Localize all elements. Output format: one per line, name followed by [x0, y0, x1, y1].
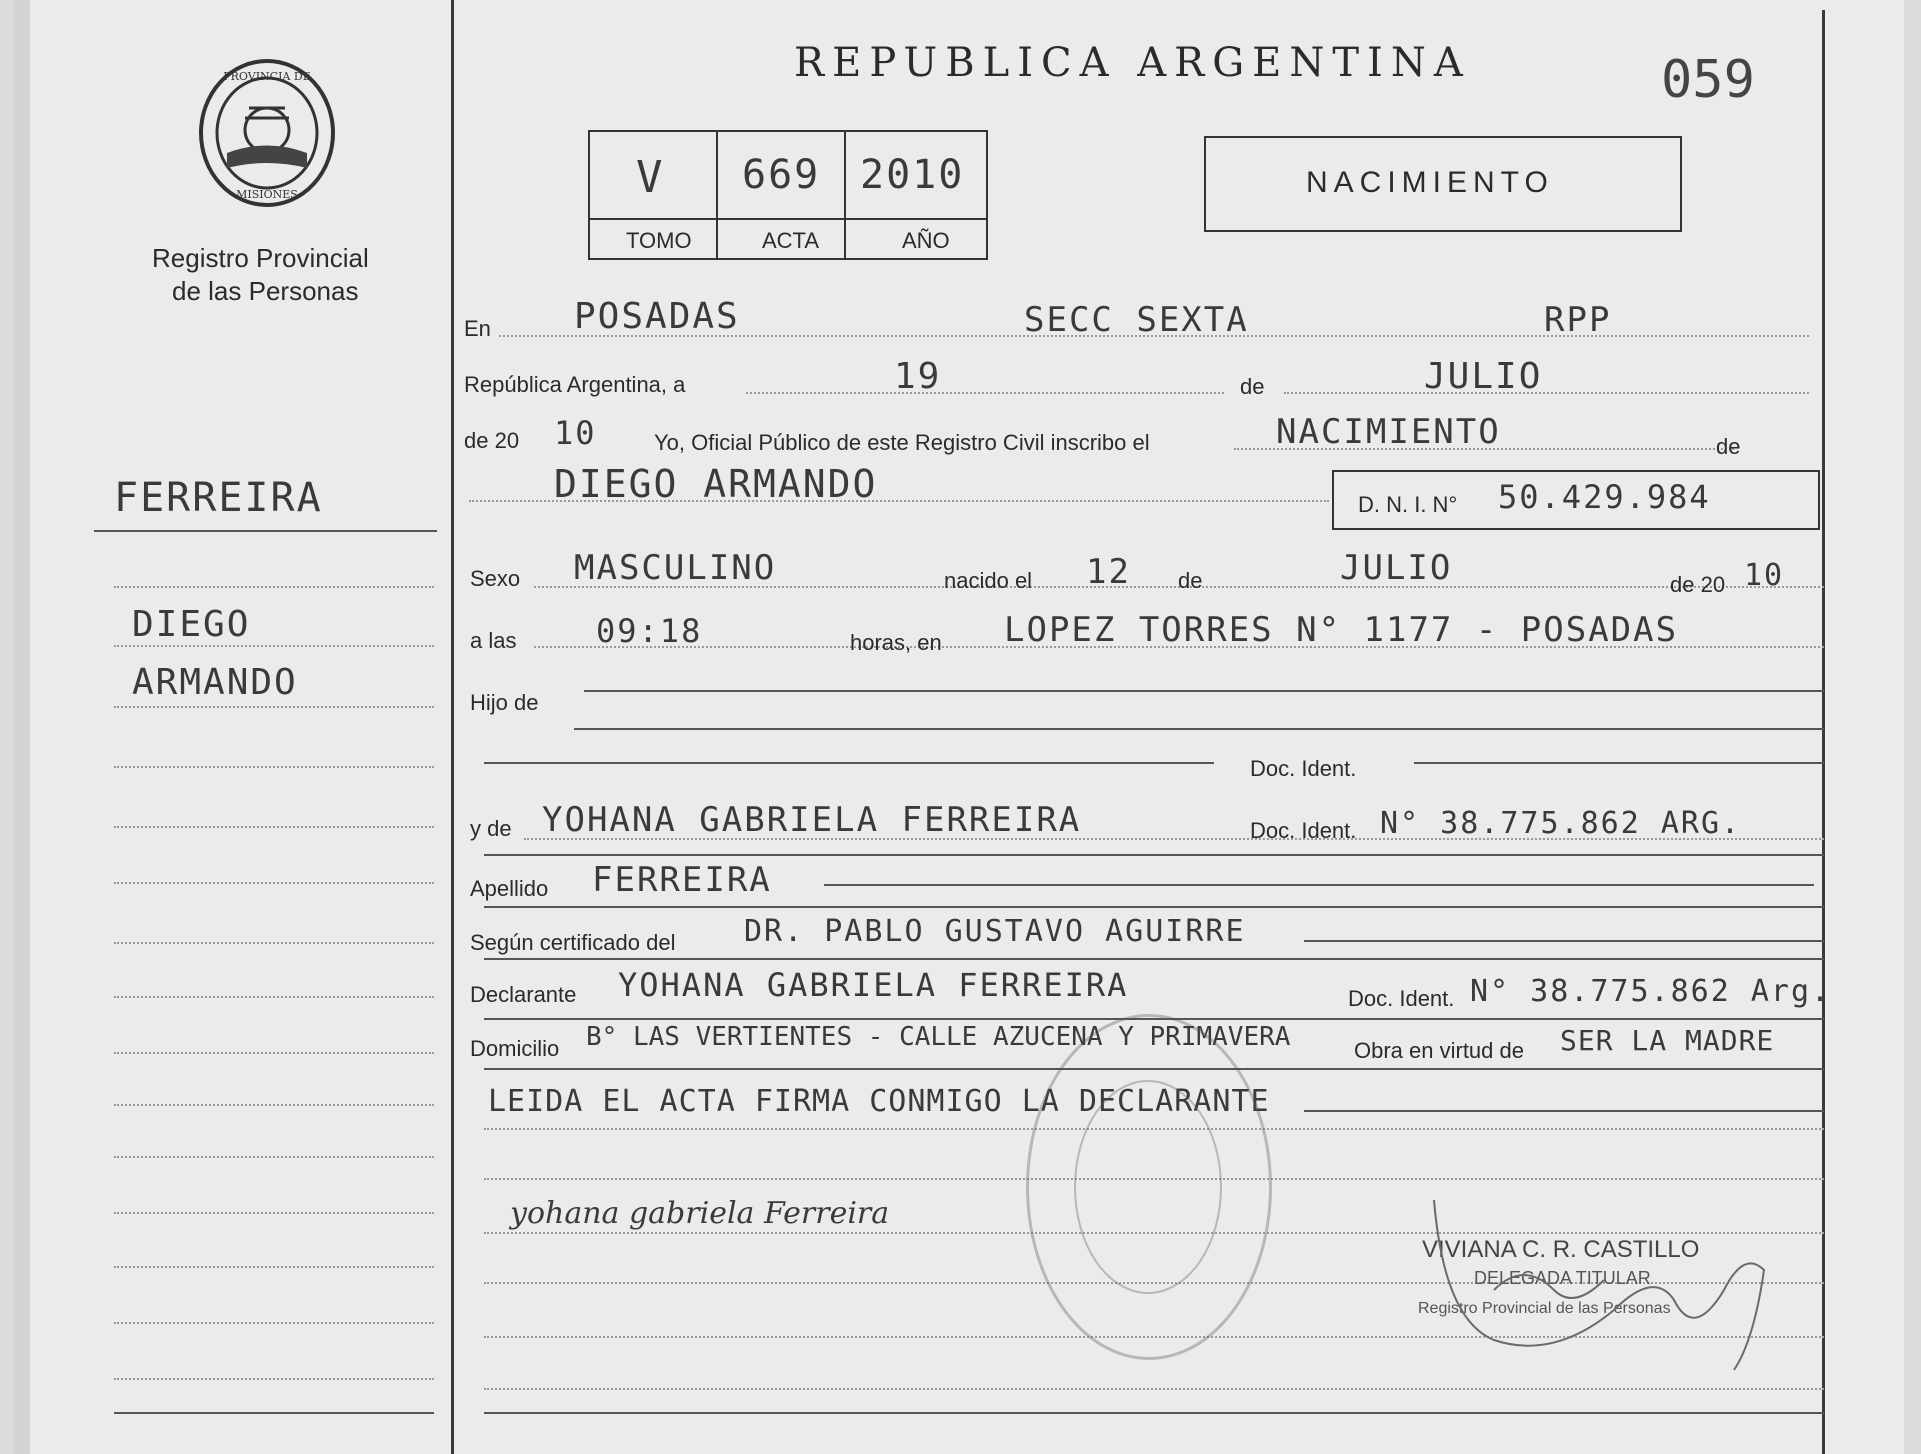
nacido-label: nacido el [944, 568, 1033, 593]
paper-edge [14, 0, 30, 1454]
margin-surname: FERREIRA [114, 475, 323, 521]
left-divider [451, 0, 454, 1454]
margin-bottom-line [114, 1412, 434, 1414]
rpp-value: RPP [1544, 300, 1612, 340]
doctor-under-line [484, 958, 1824, 960]
hijo-doc-line [1414, 762, 1824, 764]
dni-label: D. N. I. N° [1358, 492, 1458, 517]
nota-value: LEIDA EL ACTA FIRMA CONMIGO LA DECLARANTE [488, 1084, 1270, 1119]
de20-label: de 20 [464, 428, 520, 453]
record-table-divider [588, 218, 988, 220]
official-stamp-office: Registro Provincial de las Personas [1418, 1300, 1671, 1317]
anio-label: AÑO [902, 228, 950, 253]
official-stamp-name: VIVIANA C. R. CASTILLO [1422, 1236, 1700, 1263]
birth-de20-label: de 20 [1670, 572, 1726, 597]
margin-dots-7 [114, 942, 434, 944]
anio-value: 2010 [860, 152, 965, 198]
mother-value: YOHANA GABRIELA FERREIRA [542, 800, 1082, 840]
margin-name-2: ARMANDO [132, 662, 298, 703]
document-number: 059 [1661, 50, 1755, 110]
margin-dots-9 [114, 1052, 434, 1054]
domicilio-value: B° LAS VERTIENTES - CALLE AZUCENA Y PRIMAVERA [586, 1022, 1291, 1052]
document-sheet [14, 0, 1904, 1454]
de-end-label: de [1716, 434, 1741, 459]
margin-dots-11 [114, 1156, 434, 1158]
apellido-under-line [484, 906, 1824, 908]
margin-dots-2 [114, 645, 434, 647]
certificado-label: Según certificado del [470, 930, 676, 955]
horas-label: horas, en [850, 630, 942, 655]
tomo-label: TOMO [626, 228, 692, 253]
country-title: REPUBLICA ARGENTINA [794, 40, 1471, 86]
margin-dots-6 [114, 882, 434, 884]
alas-label: a las [470, 628, 517, 653]
inscribe-value: NACIMIENTO [1276, 412, 1501, 452]
sexo-value: MASCULINO [574, 548, 777, 588]
margin-dots-10 [114, 1104, 434, 1106]
margin-dots-5 [114, 826, 434, 828]
sig-line-5 [484, 1388, 1824, 1390]
record-type: NACIMIENTO [1306, 166, 1554, 199]
hijo-line-1 [584, 690, 1824, 692]
year-suffix-value: 10 [554, 414, 597, 452]
acta-value: 669 [742, 152, 821, 198]
doctor-line [1304, 940, 1824, 942]
month-value: JULIO [1424, 356, 1543, 397]
hijo-line-3 [484, 762, 1214, 764]
month-de-label: de [1240, 374, 1265, 399]
registry-line-1: Registro Provincial [152, 243, 369, 273]
place-value: POSADAS [574, 296, 740, 337]
mother-doc-value: N° 38.775.862 ARG. [1380, 806, 1742, 841]
tomo-value: V [636, 152, 665, 203]
official-signature-scribble [1414, 1140, 1794, 1380]
declarante-value: YOHANA GABRIELA FERREIRA [618, 966, 1129, 1004]
day-value: 19 [894, 356, 942, 397]
doctor-value: DR. PABLO GUSTAVO AGUIRRE [744, 914, 1246, 949]
child-name-value: DIEGO ARMANDO [554, 462, 878, 506]
mother-under-line [484, 854, 1824, 856]
margin-surname-line [94, 530, 437, 532]
yde-label: y de [470, 816, 512, 841]
logo-text-top: PROVINCIA DE [223, 70, 311, 83]
apellido-value: FERREIRA [592, 860, 772, 900]
section-value: SECC SEXTA [1024, 300, 1249, 340]
margin-dots-12 [114, 1212, 434, 1214]
margin-dots-15 [114, 1378, 434, 1380]
mother-signature: yohana gabriela Ferreira [510, 1196, 890, 1231]
margin-dots-1 [114, 586, 434, 588]
right-border [1822, 10, 1825, 1454]
declarante-doc-label: Doc. Ident. [1348, 986, 1455, 1011]
yo-label: Yo, Oficial Público de este Registro Civil inscribo el [654, 430, 1150, 455]
official-stamp-title: DELEGADA TITULAR [1474, 1268, 1651, 1288]
margin-dots-3 [114, 706, 434, 708]
birth-month-value: JULIO [1340, 548, 1453, 588]
dni-value: 50.429.984 [1498, 478, 1711, 516]
margin-dots-4 [114, 766, 434, 768]
birth-de-label: de [1178, 568, 1203, 593]
acta-label: ACTA [762, 228, 820, 253]
margin-name-1: DIEGO [132, 604, 251, 645]
apellido-line [824, 884, 1814, 886]
official-round-seal-inner [1074, 1080, 1222, 1294]
fecha-line-1 [746, 392, 1224, 394]
obra-label: Obra en virtud de [1354, 1038, 1524, 1063]
hijo-line-2 [574, 728, 1824, 730]
sexo-label: Sexo [470, 566, 521, 591]
fecha-line-2 [1284, 392, 1809, 394]
province-seal-logo [197, 58, 337, 208]
margin-dots-13 [114, 1266, 434, 1268]
doc-ident-label: Doc. Ident. [1250, 756, 1357, 781]
birth-year-suffix-value: 10 [1744, 558, 1785, 593]
domicilio-label: Domicilio [470, 1036, 560, 1061]
birth-place-value: LOPEZ TORRES N° 1177 - POSADAS [1004, 610, 1679, 650]
nota-line [1304, 1110, 1824, 1112]
en-label: En [464, 316, 491, 341]
obra-value: SER LA MADRE [1560, 1024, 1775, 1057]
hijo-label: Hijo de [470, 690, 539, 715]
mother-doc-label: Doc. Ident. [1250, 818, 1357, 843]
margin-dots-8 [114, 996, 434, 998]
declarante-doc-value: N° 38.775.862 Arg. [1470, 974, 1832, 1009]
margin-dots-14 [114, 1322, 434, 1324]
apellido-label: Apellido [470, 876, 549, 901]
time-value: 09:18 [596, 612, 703, 650]
sig-line-6 [484, 1412, 1824, 1414]
logo-text-bottom: MISIONES [236, 188, 298, 201]
birth-day-value: 12 [1086, 552, 1131, 592]
declarante-label: Declarante [470, 982, 577, 1007]
republica-label: República Argentina, a [464, 372, 686, 397]
registry-line-2: de las Personas [172, 276, 359, 306]
